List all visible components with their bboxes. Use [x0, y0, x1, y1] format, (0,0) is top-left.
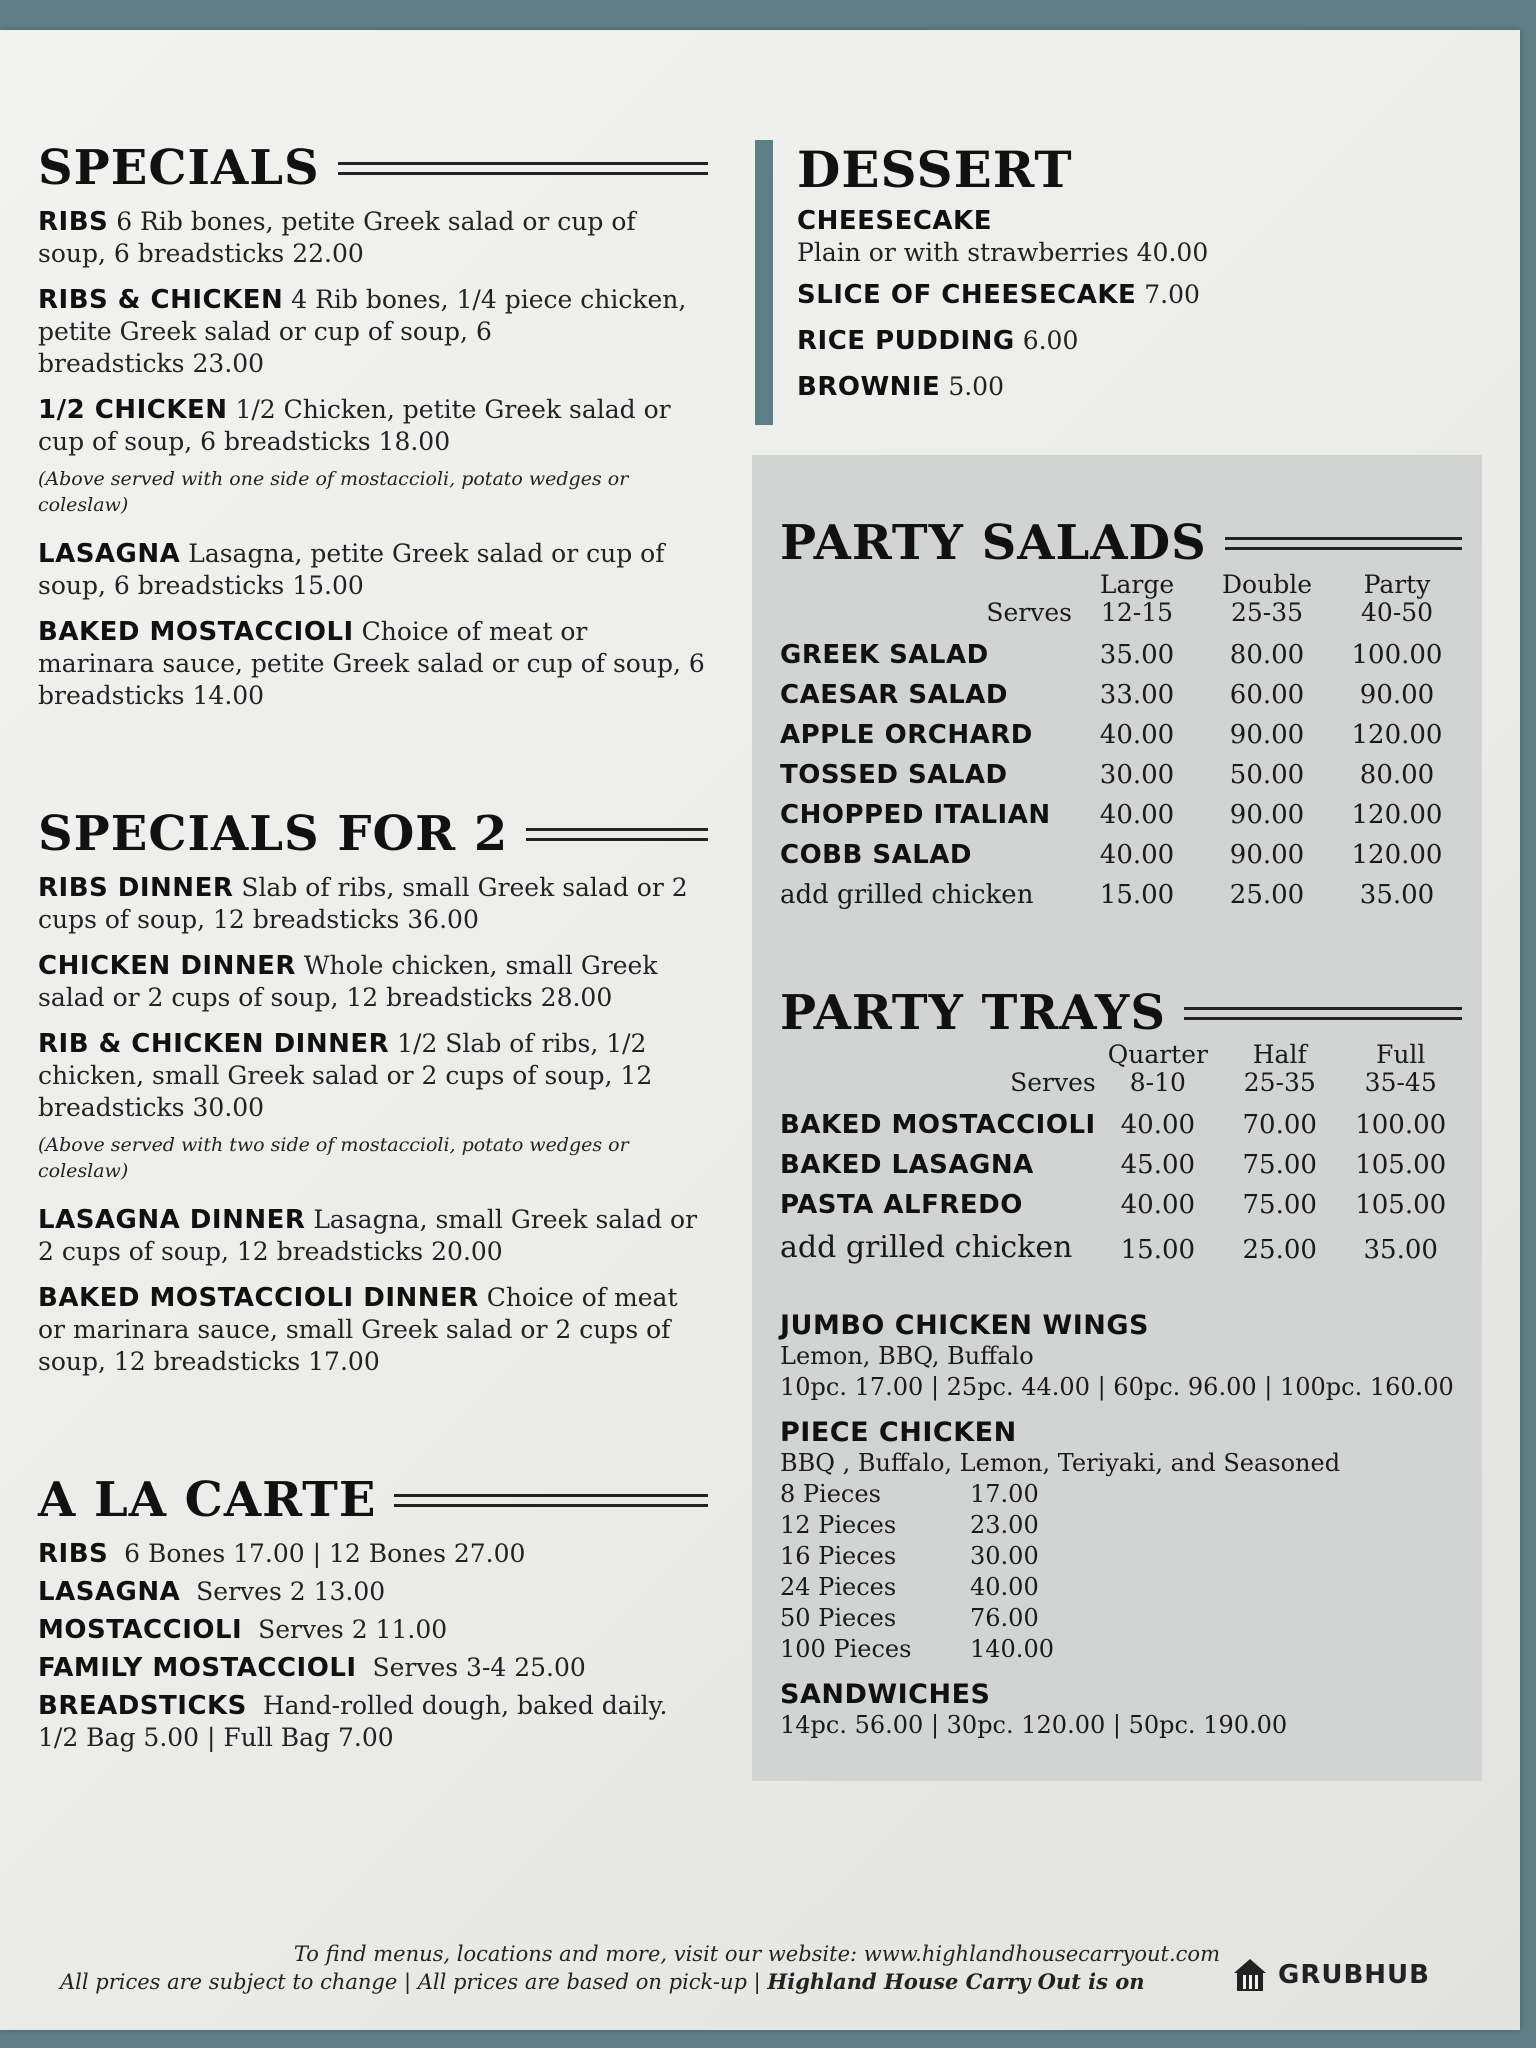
footer: To find menus, locations and more, visit our website: www.highlandhousecarryout.com All prices are subject to change | All prices are based on pick-up | Highland House Carry Out is on	[60, 1942, 1220, 1994]
menu-item: RIB & CHICKEN DINNER 1/2 Slab of ribs, 1/2 chicken, small Greek salad or 2 cups of soup, 12 breadsticks 30.00	[38, 1029, 653, 1122]
menu-item: RIBS DINNER Slab of ribs, small Greek salad or 2 cups of soup, 12 breadsticks 36.00	[38, 873, 688, 934]
table-row: CAESAR SALAD 33.00 60.00 90.00	[780, 680, 1435, 710]
piece-chicken-section: PIECE CHICKEN BBQ , Buffalo, Lemon, Teriyaki, and Seasoned 8 Pieces 17.00 12 Pieces 23.00 16 Pieces 30.00 24 Pieces 40.00 50 Pieces 76.00 100 Pieces 140.00	[780, 1417, 1341, 1663]
party-trays-table	[780, 1041, 1462, 1270]
table-row: BAKED MOSTACCIOLI 40.00 70.00 100.00	[780, 1110, 1447, 1140]
heading-rule	[526, 828, 708, 841]
menu-item: BREADSTICKS Hand-rolled dough, baked daily. 1/2 Bag 5.00 | Full Bag 7.00	[38, 1691, 668, 1752]
table-row: PASTA ALFREDO 40.00 75.00 105.00	[780, 1190, 1447, 1220]
menu-item: CHEESECAKE Plain or with strawberries 40.00	[797, 206, 1209, 267]
menu-item: RIBS & CHICKEN 4 Rib bones, 1/4 piece chicken, petite Greek salad or cup of soup, 6 breadsticks 23.00	[38, 285, 687, 378]
specials-heading: SPECIALS	[38, 140, 708, 196]
menu-item: RICE PUDDING 6.00	[797, 326, 1079, 356]
table-row: 12 Pieces 23.00	[780, 1511, 1039, 1539]
party-salads-heading: PARTY SALADS	[780, 515, 1462, 571]
table-row: add grilled chicken 15.00 25.00 35.00	[780, 1230, 1438, 1265]
menu-item: BAKED MOSTACCIOLI Choice of meat or marinara sauce, petite Greek salad or cup of soup, 6 breadsticks 14.00	[38, 617, 705, 710]
party-salads-table	[780, 571, 1462, 915]
right-column	[755, 140, 1500, 1781]
table-row: COBB SALAD 40.00 90.00 120.00	[780, 840, 1443, 870]
accent-bar	[755, 140, 773, 425]
menu-item: LASAGNA Serves 2 13.00	[38, 1577, 386, 1607]
table-row: APPLE ORCHARD 40.00 90.00 120.00	[780, 720, 1443, 750]
menu-item: 1/2 CHICKEN 1/2 Chicken, petite Greek salad or cup of soup, 6 breadsticks 18.00	[38, 395, 671, 456]
menu-item: BROWNIE 5.00	[797, 372, 1004, 402]
grubhub-icon	[1230, 1955, 1270, 1995]
wings-section: JUMBO CHICKEN WINGS Lemon, BBQ, Buffalo 10pc. 17.00 | 25pc. 44.00 | 60pc. 96.00 | 100pc. 160.00	[780, 1310, 1454, 1401]
menu-item: LASAGNA DINNER Lasagna, small Greek salad or 2 cups of soup, 12 breadsticks 20.00	[38, 1205, 698, 1266]
left-column	[38, 140, 708, 1760]
table-row: 100 Pieces 140.00	[780, 1635, 1054, 1663]
menu-item: FAMILY MOSTACCIOLI Serves 3-4 25.00	[38, 1653, 586, 1683]
menu-item: LASAGNA Lasagna, petite Greek salad or cup of soup, 6 breadsticks 15.00	[38, 539, 665, 600]
table-row: add grilled chicken 15.00 25.00 35.00	[780, 880, 1435, 910]
table-row: TOSSED SALAD 30.00 50.00 80.00	[780, 760, 1435, 790]
dessert-section	[755, 140, 1500, 403]
table-row: CHOPPED ITALIAN 40.00 90.00 120.00	[780, 800, 1443, 830]
side-note: (Above served with one side of mostaccioli, potato wedges or coleslaw)	[38, 468, 629, 516]
heading-rule	[1225, 537, 1462, 550]
sandwiches-section: SANDWICHES 14pc. 56.00 | 30pc. 120.00 | 50pc. 190.00	[780, 1679, 1288, 1739]
table-row: 16 Pieces 30.00	[780, 1542, 1039, 1570]
dessert-heading: DESSERT	[797, 140, 1073, 199]
table-row: 24 Pieces 40.00	[780, 1573, 1039, 1601]
specials-for-2-heading: SPECIALS FOR 2	[38, 806, 708, 862]
party-trays-heading: PARTY TRAYS	[780, 985, 1462, 1041]
menu-item: RIBS 6 Rib bones, petite Greek salad or cup of soup, 6 breadsticks 22.00	[38, 207, 636, 268]
heading-rule	[394, 1494, 708, 1507]
menu-item: RIBS 6 Bones 17.00 | 12 Bones 27.00	[38, 1539, 526, 1569]
side-note: (Above served with two side of mostaccioli, potato wedges or coleslaw)	[38, 1134, 629, 1182]
table-row: BAKED LASAGNA 45.00 75.00 105.00	[780, 1150, 1447, 1180]
heading-rule	[1184, 1007, 1462, 1020]
menu-item: MOSTACCIOLI Serves 2 11.00	[38, 1615, 448, 1645]
table-row: 8 Pieces 17.00	[780, 1480, 1039, 1508]
menu-item: CHICKEN DINNER Whole chicken, small Greek salad or 2 cups of soup, 12 breadsticks 28.00	[38, 951, 658, 1012]
table-row: GREEK SALAD 35.00 80.00 100.00	[780, 640, 1443, 670]
grubhub-logo: GRUBHUB	[1230, 1955, 1430, 1995]
piece-chicken-table	[780, 1479, 1054, 1665]
table-header: Serves Large 12-15 Double 25-35 Party 40-50	[986, 570, 1434, 627]
heading-rule	[338, 162, 708, 175]
menu-item: BAKED MOSTACCIOLI DINNER Choice of meat or marinara sauce, small Greek salad or 2 cups of soup, 12 breadsticks 17.00	[38, 1283, 678, 1376]
table-header: Serves Quarter 8-10 Half 25-35 Full 35-45	[1010, 1040, 1437, 1097]
a-la-carte-heading: A LA CARTE	[38, 1472, 708, 1528]
table-row: 50 Pieces 76.00	[780, 1604, 1039, 1632]
party-panel	[752, 455, 1482, 1781]
menu-item: SLICE OF CHEESECAKE 7.00	[797, 280, 1200, 310]
